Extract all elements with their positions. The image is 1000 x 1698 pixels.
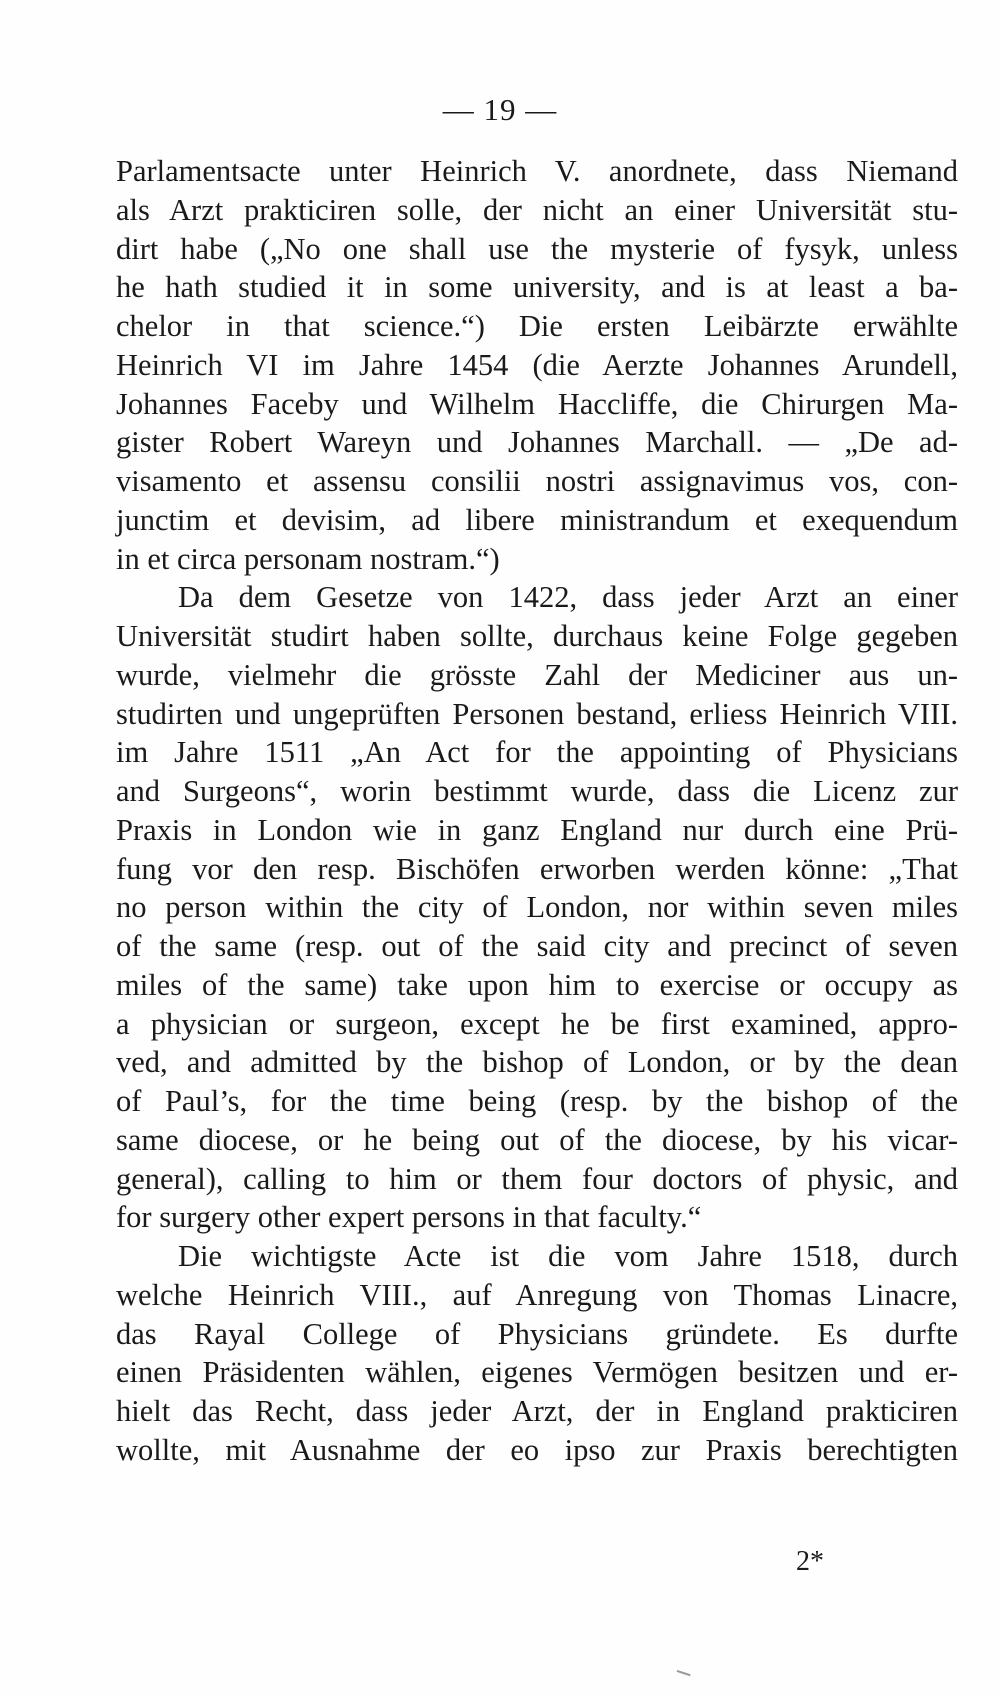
text-line: Praxis in London wie in ganz England nur durch eine Prü- <box>116 812 958 847</box>
text-line: fung vor den resp. Bischöfen erworben werden könne: „That <box>116 851 958 886</box>
text-line: of the same (resp. out of the said city and precinct of seven <box>116 929 958 963</box>
text-line: wurde, vielmehr die grösste Zahl der Mediciner aus un- <box>116 657 958 692</box>
text-line: in et circa personam nostram.“) <box>116 541 500 576</box>
text-line: welche Heinrich VIII., auf Anregung von Thomas Linacre, <box>116 1277 958 1312</box>
text-line: dirt habe („No one shall use the mysterie of fysyk, unless <box>116 231 958 266</box>
text-line: Heinrich VI im Jahre 1454 (die Aerzte Johannes Arundell, <box>116 347 958 382</box>
text-line: general), calling to him or them four doctors of physic, and <box>116 1161 958 1196</box>
text-line: hielt das Recht, dass jeder Arzt, der in England prakticiren <box>116 1394 958 1428</box>
text-line: Parlamentsacte unter Heinrich V. anordnete, dass Niemand <box>116 154 958 188</box>
text-line: junctim et devisim, ad libere ministrandum et exequendum <box>116 502 958 537</box>
signature-mark: 2* <box>796 1546 824 1577</box>
text-line: als Arzt prakticiren solle, der nicht an einer Universität stu- <box>116 192 958 227</box>
text-line: einen Präsidenten wählen, eigenes Vermögen besitzen und er- <box>116 1355 958 1390</box>
text-line: he hath studied it in some university, and is at least a ba- <box>116 270 958 305</box>
text-line: for surgery other expert persons in that faculty.“ <box>116 1200 702 1235</box>
text-line: das Rayal College of Physicians gründete. Es durfte <box>116 1316 958 1351</box>
paper-speck <box>675 1670 690 1680</box>
text-line: a physician or surgeon, except he be first examined, appro- <box>116 1006 958 1041</box>
paragraph-start-line: Da dem Gesetze von 1422, dass jeder Arzt an einer <box>178 580 958 615</box>
text-line: studirten und ungeprüften Personen bestand, erliess Heinrich VIII. <box>116 696 958 731</box>
text-line: wollte, mit Ausnahme der eo ipso zur Praxis berechtigten <box>116 1432 958 1467</box>
text-line: gister Robert Wareyn und Johannes Marchall. — „De ad- <box>116 425 958 460</box>
text-line: Johannes Faceby und Wilhelm Haccliffe, die Chirurgen Ma- <box>116 386 958 421</box>
text-line: and Surgeons“, worin bestimmt wurde, dass die Licenz zur <box>116 774 958 808</box>
text-line: no person within the city of London, nor within seven miles <box>116 890 958 925</box>
text-line: of Paul’s, for the time being (resp. by the bishop of the <box>116 1084 958 1118</box>
text-line: chelor in that science.“) Die ersten Leibärzte erwählte <box>116 309 958 343</box>
text-line: same diocese, or he being out of the diocese, by his vicar- <box>116 1122 958 1157</box>
text-line: im Jahre 1511 „An Act for the appointing of Physicians <box>116 735 958 770</box>
text-line: ved, and admitted by the bishop of London, or by the dean <box>116 1045 958 1080</box>
text-line: visamento et assensu consilii nostri assignavimus vos, con- <box>116 464 958 498</box>
text-line: miles of the same) take upon him to exercise or occupy as <box>116 967 958 1002</box>
paragraph-start-line: Die wichtigste Acte ist die vom Jahre 1518, durch <box>178 1239 958 1273</box>
text-line: Universität studirt haben sollte, durchaus keine Folge gegeben <box>116 619 958 653</box>
body-text <box>116 152 958 1470</box>
page-number: — 19 — <box>442 92 558 127</box>
